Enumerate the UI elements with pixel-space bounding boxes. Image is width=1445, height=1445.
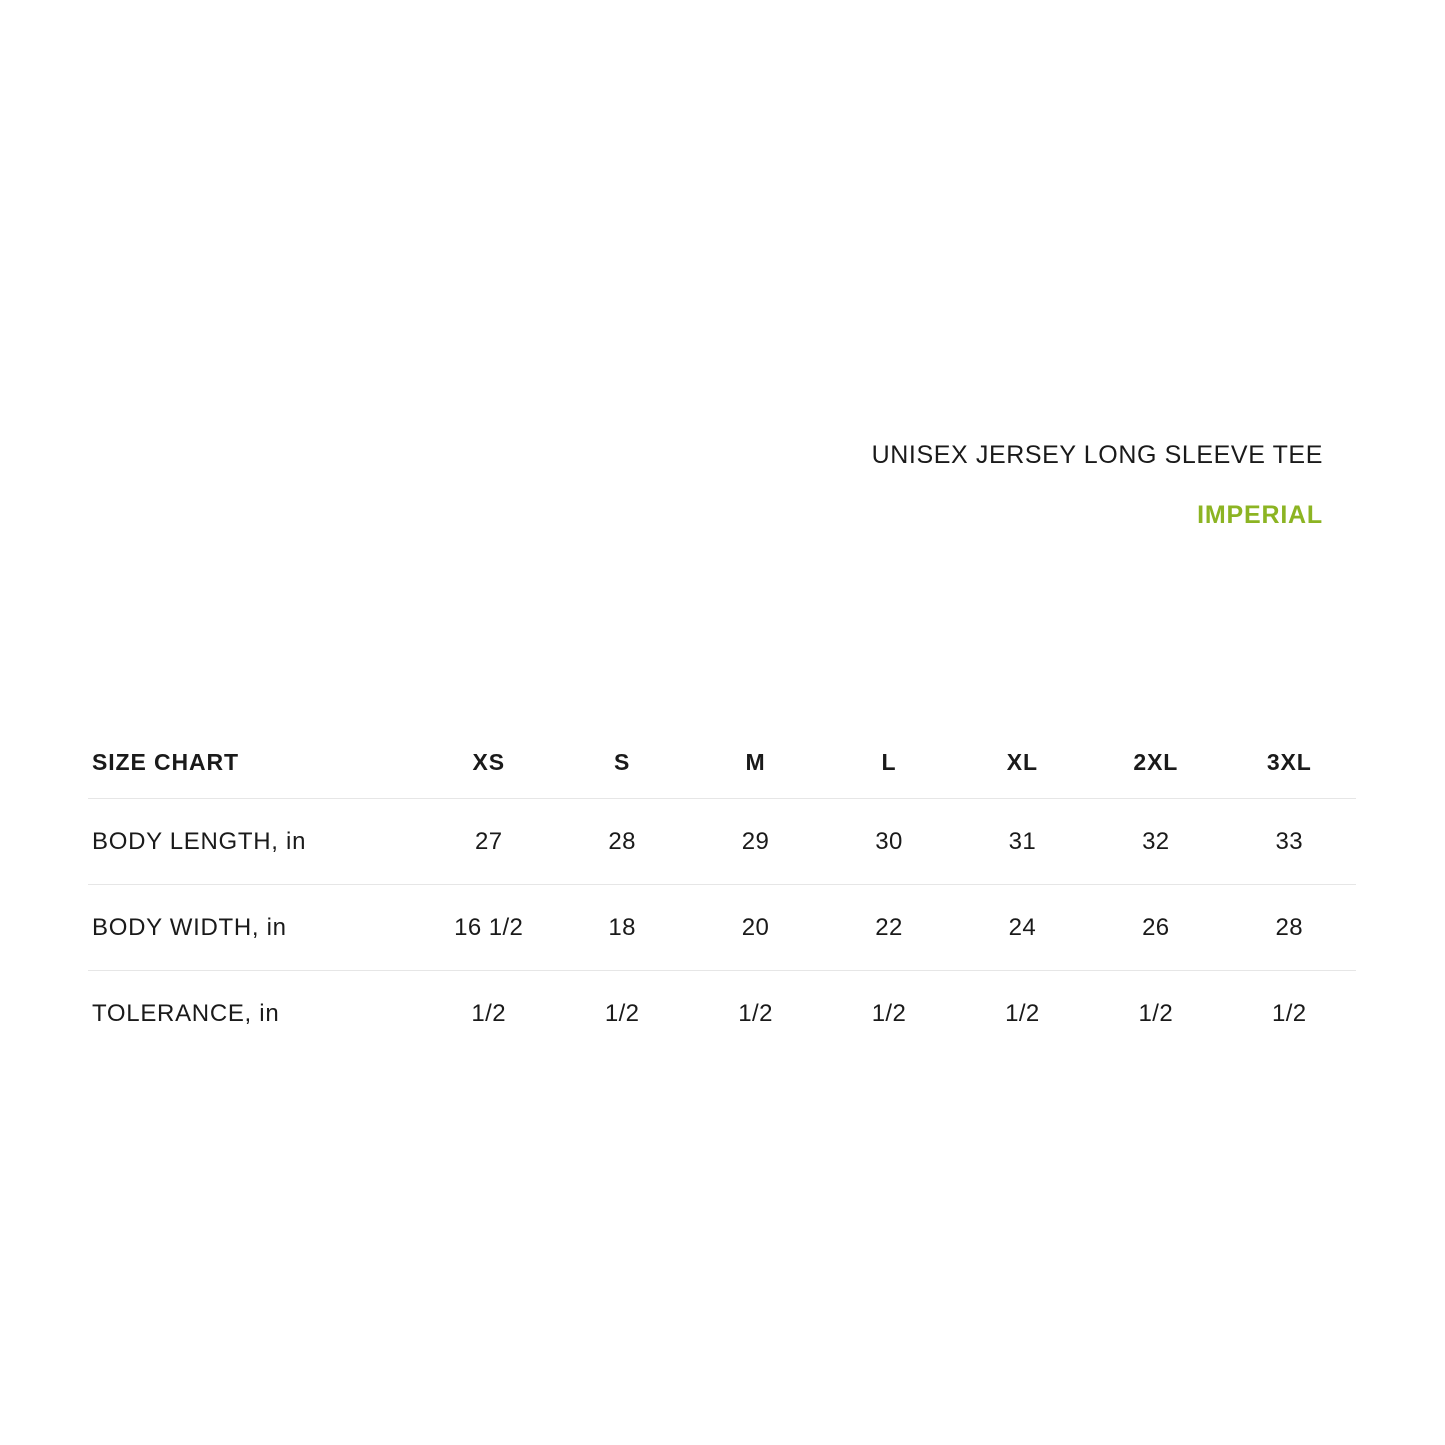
- cell-body-length-m: 29: [741, 827, 770, 855]
- size-chart-container: [88, 726, 1356, 1056]
- cell-tolerance-2xl: 1/2: [1138, 999, 1174, 1027]
- column-header-l: L: [881, 748, 897, 775]
- cell-body-width-2xl: 26: [1142, 913, 1170, 941]
- column-header-xs: XS: [472, 748, 505, 775]
- column-header-xl: XL: [1006, 748, 1038, 775]
- column-header-size-chart: SIZE CHART: [92, 748, 239, 775]
- cell-body-length-3xl: 33: [1275, 827, 1304, 855]
- cell-body-length-xl: 31: [1008, 827, 1037, 855]
- cell-body-width-xs: 16 1/2: [454, 913, 524, 941]
- cell-tolerance-3xl: 1/2: [1271, 999, 1307, 1027]
- table-row: [88, 971, 1356, 1057]
- cell-tolerance-xl: 1/2: [1005, 999, 1040, 1027]
- table-header: [88, 726, 1356, 799]
- size-chart-table: [88, 726, 1356, 1056]
- cell-tolerance-s: 1/2: [604, 999, 640, 1027]
- cell-tolerance-l: 1/2: [871, 999, 907, 1027]
- column-header-s: S: [614, 748, 631, 775]
- row-label-body-length: BODY LENGTH, in: [92, 827, 307, 855]
- unit-system-label: IMPERIAL: [1197, 501, 1323, 529]
- cell-body-width-s: 18: [608, 913, 636, 941]
- cell-tolerance-xs: 1/2: [471, 999, 506, 1027]
- cell-body-width-3xl: 28: [1275, 913, 1304, 941]
- column-header-2xl: 2XL: [1133, 748, 1179, 775]
- table-body: [88, 799, 1356, 1057]
- table-row: [88, 799, 1356, 885]
- row-label-tolerance: TOLERANCE, in: [92, 999, 280, 1027]
- cell-body-length-2xl: 32: [1142, 827, 1170, 855]
- cell-body-width-xl: 24: [1008, 913, 1037, 941]
- column-header-3xl: 3XL: [1266, 748, 1312, 775]
- column-header-m: M: [745, 748, 766, 775]
- cell-body-length-xs: 27: [474, 827, 503, 855]
- cell-body-width-l: 22: [875, 913, 903, 941]
- row-label-body-width: BODY WIDTH, in: [92, 913, 287, 941]
- table-header-row: [88, 726, 1356, 799]
- table-row: [88, 885, 1356, 971]
- cell-body-length-l: 30: [875, 827, 903, 855]
- product-title: UNISEX JERSEY LONG SLEEVE TEE: [871, 441, 1323, 469]
- header: [872, 440, 1323, 530]
- cell-tolerance-m: 1/2: [738, 999, 773, 1027]
- cell-body-length-s: 28: [608, 827, 636, 855]
- cell-body-width-m: 20: [741, 913, 770, 941]
